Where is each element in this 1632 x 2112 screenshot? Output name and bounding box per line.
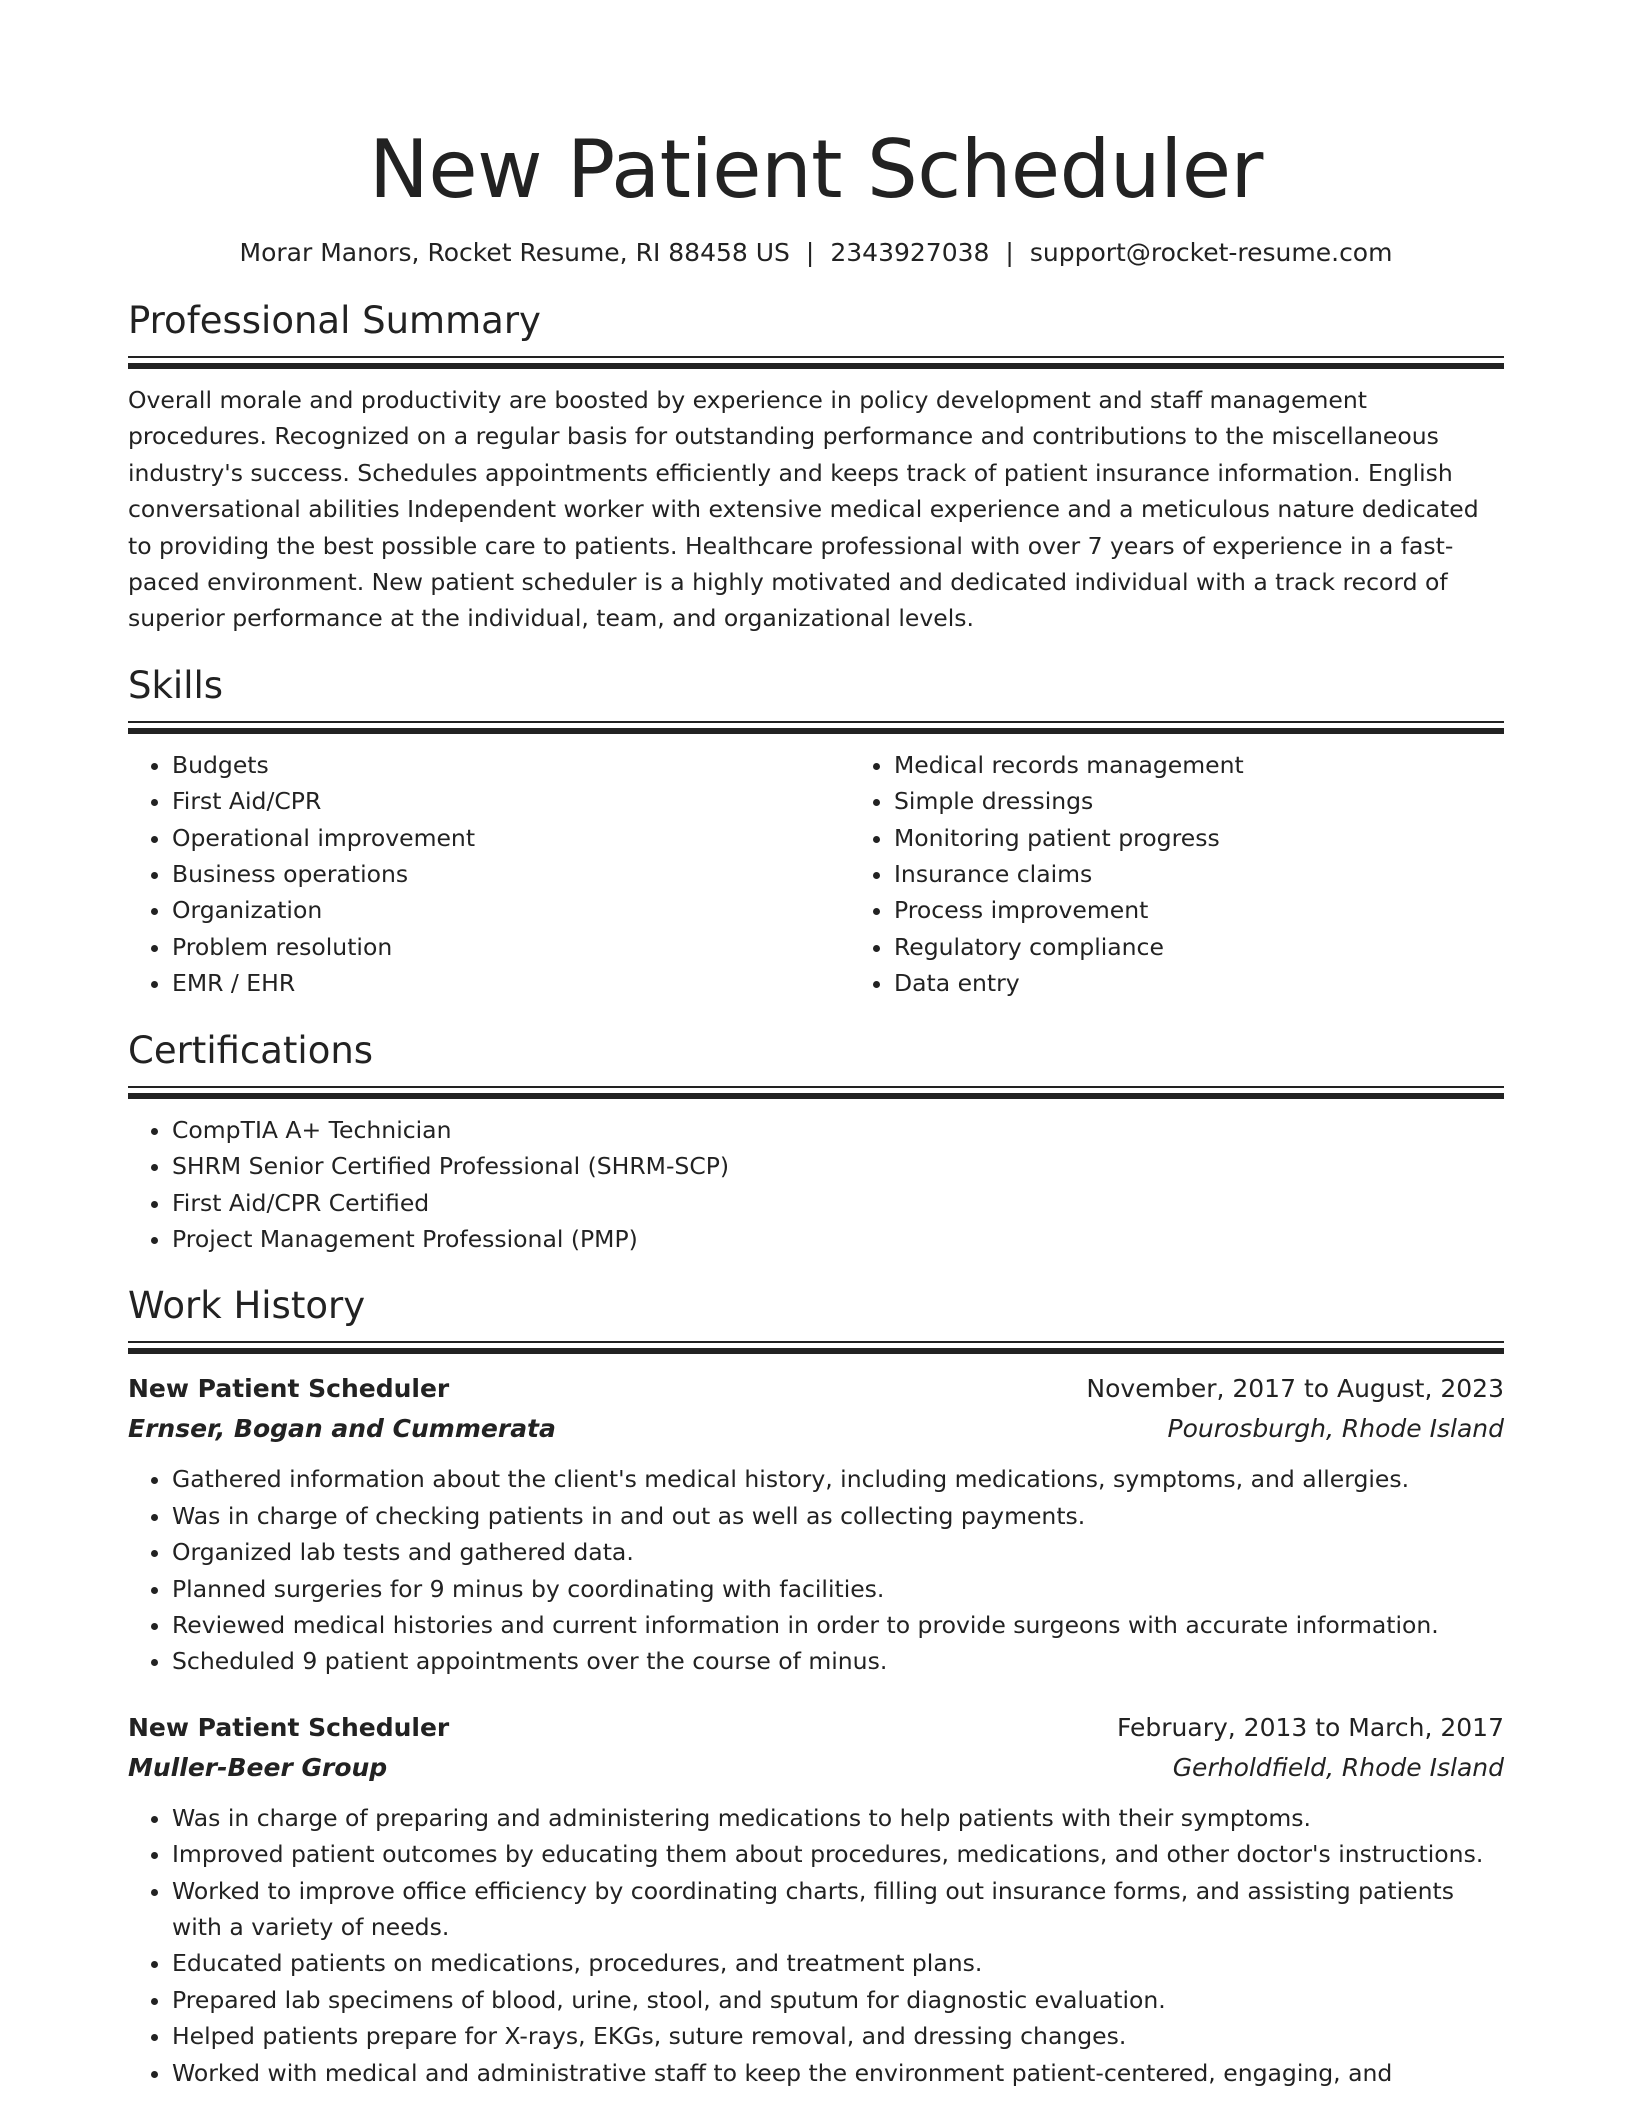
job-title: New Patient Scheduler: [128, 1712, 450, 1742]
job-subheader: [128, 1409, 1504, 1449]
certifications-list: [128, 1112, 1504, 1258]
contact-phone: 2343927038: [830, 238, 990, 267]
skill-item: • Process improvement: [894, 892, 1572, 928]
contact-line: [128, 238, 1504, 268]
section-divider: [128, 356, 1504, 370]
certification-item: • SHRM Senior Certified Professional (SHRM-SCP): [172, 1148, 1504, 1184]
skill-item: • Regulatory compliance: [894, 929, 1572, 965]
skill-item: • Problem resolution: [172, 929, 850, 965]
job-location: Gerholdfield, Rhode Island: [1172, 1752, 1504, 1782]
job-bullet: • Improved patient outcomes by educating them about procedures, medications, and other doctor's instructions.: [172, 1836, 1504, 1872]
section-title-summary: Professional Summary: [128, 299, 541, 342]
skill-item: • EMR / EHR: [172, 965, 850, 1001]
certifications-section: [128, 1028, 1504, 1258]
skill-item: • Monitoring patient progress: [894, 820, 1572, 856]
skills-list-left: [128, 747, 850, 1002]
section-divider: [128, 1086, 1504, 1100]
contact-separator: |: [805, 238, 815, 267]
skill-item: • Budgets: [172, 747, 850, 783]
skills-columns: [128, 747, 1504, 1002]
job-bullet: • Worked to improve office efficiency by coordinating charts, filling out insurance forms, and assisting patients with a variety of needs.: [172, 1873, 1504, 1946]
job-bullet: • Planned surgeries for 9 minus by coordinating with facilities.: [172, 1571, 1504, 1607]
certification-item: • First Aid/CPR Certified: [172, 1185, 1504, 1221]
section-title-skills: Skills: [128, 663, 224, 707]
job-title: New Patient Scheduler: [128, 1374, 450, 1404]
summary-section: [128, 298, 1504, 637]
skill-item: • Organization: [172, 892, 850, 928]
skill-item: • Simple dressings: [894, 783, 1572, 819]
contact-separator: |: [1005, 238, 1014, 267]
skills-list-right: [850, 747, 1572, 1002]
job-header: [128, 1708, 1504, 1748]
job-dates: February, 2013 to March, 2017: [1116, 1712, 1504, 1742]
resume-name: New Patient Scheduler: [369, 123, 1263, 216]
job-bullet: • Organized lab tests and gathered data.: [172, 1534, 1504, 1570]
job-bullet: • Gathered information about the client's medical history, including medications, symptoms, and allergies.: [172, 1461, 1504, 1497]
work-history-section: [128, 1283, 1504, 2091]
job-entry: [128, 1369, 1504, 1679]
job-bullet: • Prepared lab specimens of blood, urine, stool, and sputum for diagnostic evaluation.: [172, 1982, 1504, 2018]
contact-address: Morar Manors, Rocket Resume, RI 88458 US: [239, 238, 790, 267]
section-divider: [128, 721, 1504, 735]
certification-item: • Project Management Professional (PMP): [172, 1221, 1504, 1257]
job-bullet: • Was in charge of checking patients in and out as well as collecting payments.: [172, 1498, 1504, 1534]
section-title-work-history: Work History: [128, 1284, 366, 1328]
job-company: Ernser, Bogan and Cummerata: [128, 1414, 556, 1444]
skill-item: • First Aid/CPR: [172, 783, 850, 819]
job-bullet-list: [128, 1461, 1504, 1679]
job-bullet: • Scheduled 9 patient appointments over the course of minus.: [172, 1643, 1504, 1679]
job-location: Pourosburgh, Rhode Island: [1167, 1414, 1504, 1444]
job-header: [128, 1369, 1504, 1409]
skills-section: [128, 663, 1504, 1002]
skill-item: • Medical records management: [894, 747, 1572, 783]
certification-item: • CompTIA A+ Technician: [172, 1112, 1504, 1148]
job-bullet: • Worked with medical and administrative staff to keep the environment patient-centered, engaging, and: [172, 2055, 1504, 2091]
contact-email: support@rocket-resume.com: [1029, 238, 1393, 267]
job-company: Muller-Beer Group: [128, 1752, 388, 1782]
skill-item: • Operational improvement: [172, 820, 850, 856]
job-bullet: • Educated patients on medications, procedures, and treatment plans.: [172, 1945, 1504, 1981]
job-entry: [128, 1708, 1504, 2091]
job-bullet: • Was in charge of preparing and administering medications to help patients with their symptoms.: [172, 1800, 1504, 1836]
job-dates: November, 2017 to August, 2023: [1086, 1374, 1504, 1404]
skill-item: • Business operations: [172, 856, 850, 892]
skill-item: • Insurance claims: [894, 856, 1572, 892]
section-divider: [128, 1341, 1504, 1355]
section-title-certifications: Certifications: [128, 1028, 374, 1072]
job-bullet-list: [128, 1800, 1504, 2091]
job-bullet: • Reviewed medical histories and current information in order to provide surgeons with accurate information.: [172, 1607, 1504, 1643]
resume-page: [128, 0, 1504, 2091]
job-bullet: • Helped patients prepare for X-rays, EKGs, suture removal, and dressing changes.: [172, 2018, 1504, 2054]
skill-item: • Data entry: [894, 965, 1572, 1001]
job-subheader: [128, 1748, 1504, 1788]
summary-text: Overall morale and productivity are boosted by experience in policy development and staff management procedures. Recognized on a regular basis for outstanding performance and contributions to the miscellaneous industry's success. Schedules appointments efficiently and keeps track of patient insurance information. English conversational abilities Independent worker with extensive medical experience and a meticulous nature dedicated to providing the best possible care to patients. Healthcare professional with over 7 years of experience in a fast-paced environment. New patient scheduler is a highly motivated and dedicated individual with a track record of superior performance at the individual, team, and organizational levels.: [128, 386, 1479, 633]
